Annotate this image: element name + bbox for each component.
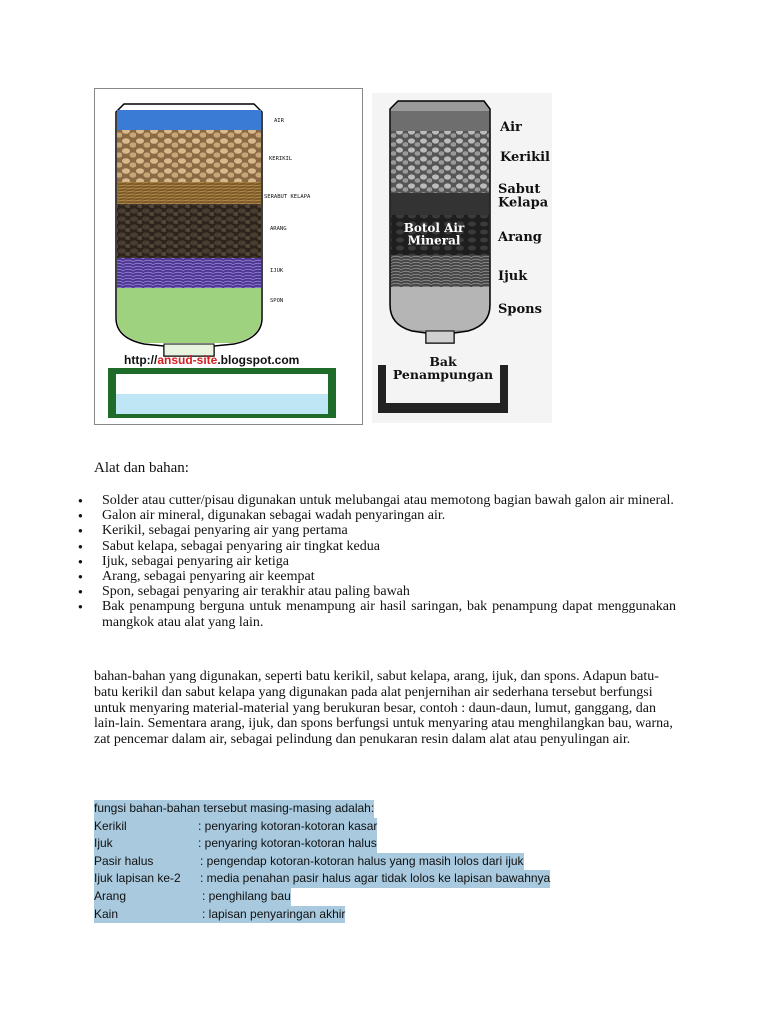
bottle-left <box>116 104 262 356</box>
label-kerikil: KERIKIL <box>269 156 293 162</box>
function-desc: : penyaring kotoran-kotoran kasar <box>198 818 378 833</box>
list-item: ● Arang, sebagai penyaring air keempat <box>78 569 676 584</box>
table-row <box>94 906 550 924</box>
table-row <box>94 818 550 836</box>
label-arang: ARANG <box>270 226 287 232</box>
section-heading: Alat dan bahan: <box>94 460 189 476</box>
list-item: ● Bak penampung berguna untuk menampung air hasil saringan, bak penampung dapat menggunakan mangkok atau alat yang lain. <box>78 599 676 629</box>
function-term: Arang <box>94 888 202 906</box>
basin-left <box>108 368 336 418</box>
label-ijuk: IJUK <box>270 268 284 274</box>
function-desc: : penyaring kotoran-kotoran halus <box>198 836 377 851</box>
function-desc: : lapisan penyaringan akhir <box>202 906 346 921</box>
function-desc: : pengendap kotoran-kotoran halus yang masih lolos dari ijuk <box>200 853 524 868</box>
label-kerikil: Kerikil <box>500 150 550 165</box>
list-item: ● Ijuk, sebagai penyaring air ketiga <box>78 554 676 569</box>
label-spons: Spons <box>498 302 542 317</box>
function-term: Ijuk lapisan ke-2 <box>94 870 200 888</box>
function-desc: : media penahan pasir halus agar tidak lolos ke lapisan bawahnya <box>200 871 551 886</box>
list-item: ● Solder atau cutter/pisau digunakan untuk melubangai atau memotong bagian bawah galon air mineral. <box>78 493 676 508</box>
label-serabut-kelapa: SERABUT KELAPA <box>264 194 311 200</box>
table-row <box>94 888 550 906</box>
function-term: Ijuk <box>94 835 198 853</box>
water-filter-diagram-gray <box>372 93 552 423</box>
function-term: Pasir halus <box>94 853 200 871</box>
list-item: ● Kerikil, sebagai penyaring air yang pertama <box>78 523 676 538</box>
bottle-label <box>404 221 465 248</box>
water-filter-diagram-color <box>94 88 363 425</box>
label-air: AIR <box>274 118 284 124</box>
materials-list <box>78 493 676 630</box>
svg-text:BakPenampungan: Bak Penampungan <box>392 354 494 383</box>
list-item: ● Galon air mineral, digunakan sebagai wadah penyaringan air. <box>78 508 676 523</box>
source-url: http://ansud-site.blogspot.com <box>124 353 300 367</box>
table-row <box>94 870 550 888</box>
label-air: Air <box>500 120 522 135</box>
list-item: ● Sabut kelapa, sebagai penyaring air tingkat kedua <box>78 539 676 554</box>
description-paragraph: bahan-bahan yang digunakan, seperti batu kerikil, sabut kelapa, arang, ijuk, dan spons. Adapun batu-batu kerikil dan sabut kelapa yang digunakan pada alat penjernihan air sederhana tersebut berfungsi untuk menyaring material-material yang berukuran besar, contoh : daun-daun, lumut, ganggang, dan lain-lain. Sementara arang, ijuk, dan spons berfungsi untuk menyaring atau menghilangkan bau, warna, zat pencemar dalam air, sebagai pelindung dan penukaran resin dalam alat atau penyulingan air. <box>94 669 673 748</box>
table-row <box>94 835 550 853</box>
label-spon: SPON <box>270 298 284 304</box>
table-row <box>94 853 550 871</box>
svg-text:Botol AirMineral: Botol Air Mineral <box>403 221 465 248</box>
functions-title: fungsi bahan-bahan tersebut masing-masing adalah: <box>94 800 374 818</box>
function-term: Kain <box>94 906 202 924</box>
function-desc: : penghilang bau <box>202 888 291 903</box>
list-item: ● Spon, sebagai penyaring air terakhir atau paling bawah <box>78 584 676 599</box>
label-arang: Arang <box>498 230 542 245</box>
function-term: Kerikil <box>94 818 198 836</box>
label-sabut-kelapa: Sabut Kelapa <box>498 182 549 211</box>
functions-table <box>94 800 550 923</box>
label-ijuk: Ijuk <box>498 269 528 284</box>
